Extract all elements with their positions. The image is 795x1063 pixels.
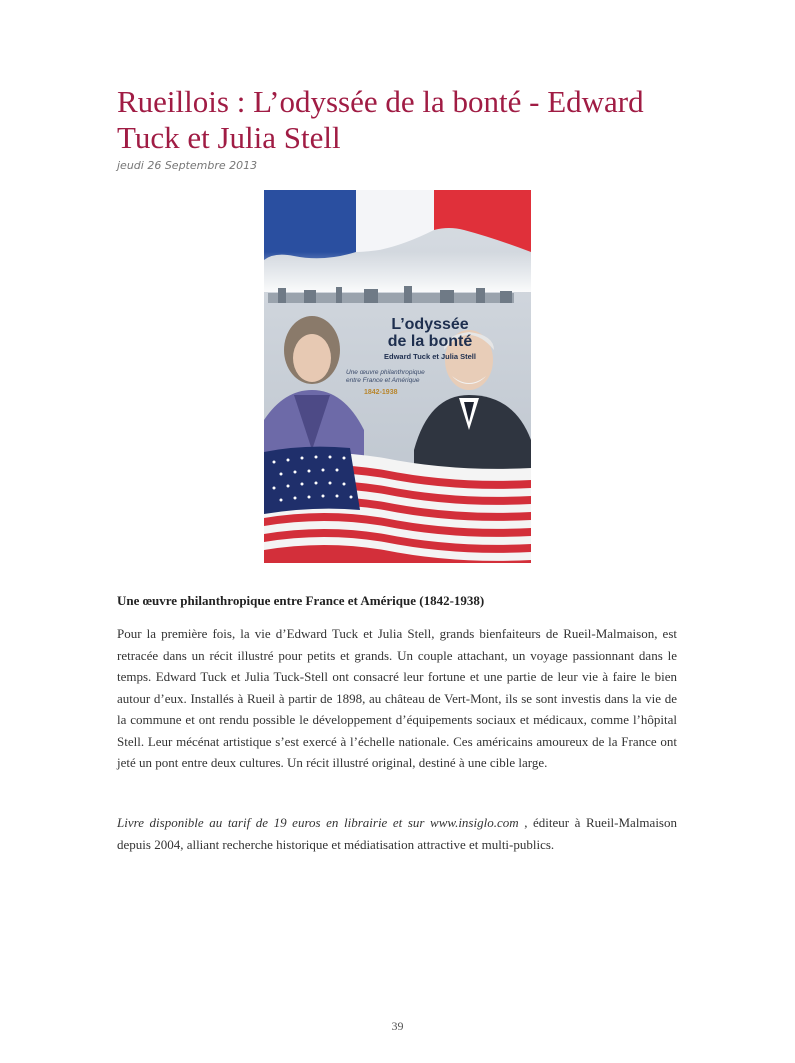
- article-date: jeudi 26 Septembre 2013: [117, 159, 258, 172]
- cover-subtitle-line1: Une œuvre philanthropique: [346, 369, 425, 376]
- cover-subtitle: [346, 369, 446, 385]
- page-number: 39: [391, 1019, 404, 1033]
- book-cover-image: [264, 190, 531, 563]
- article-title: Rueillois : L’odyssée de la bonté - Edward Tuck et Julia Stell: [117, 84, 644, 155]
- flag-canton: [264, 447, 360, 514]
- cover-authors: Edward Tuck et Julia Stell: [384, 352, 476, 361]
- cover-subtitle-line2: entre France et Amérique: [346, 377, 420, 384]
- section-subtitle: Une œuvre philanthropique entre France et Amérique (1842-1938): [117, 593, 485, 608]
- publisher-text: , éditeur à Rueil-Malmaison depuis 2004, alliant recherche historique et médiatisation attractive et multi-publics.: [117, 815, 677, 852]
- body-paragraph-2: [117, 812, 677, 855]
- cover-title-line1: L’odyssée: [391, 316, 469, 333]
- cover-years: 1842-1938: [364, 389, 398, 396]
- cover-title-line2: de la bonté: [387, 333, 473, 350]
- availability-text: Livre disponible au tarif de 19 euros en librairie et sur www.insiglo.com: [117, 815, 519, 830]
- body-paragraph-1: Pour la première fois, la vie d’Edward Tuck et Julia Stell, grands bienfaiteurs de Rueil-Malmaison, est retracée dans un récit illustré pour petits et grands. Un couple attachant, un voyage passionnant dans le temps. Edward Tuck et Julia Tuck-Stell ont consacré leur fortune et une partie de leur vie à faire le bien autour d’eux. Installés à Rueil à partir de 1898, au château de Vert-Mont, ils se sont investis dans la vie de la commune et ont rendu possible le développement d’équipements sociaux et médicaux, comme l’hôpital Stell. Leur mécénat artistique s’est exercé à l’échelle nationale. Ces américains amoureux de la France ont jeté un pont entre deux cultures. Un récit illustré original, destiné à une cible large.: [117, 626, 677, 770]
- french-flag-blue: [264, 190, 356, 260]
